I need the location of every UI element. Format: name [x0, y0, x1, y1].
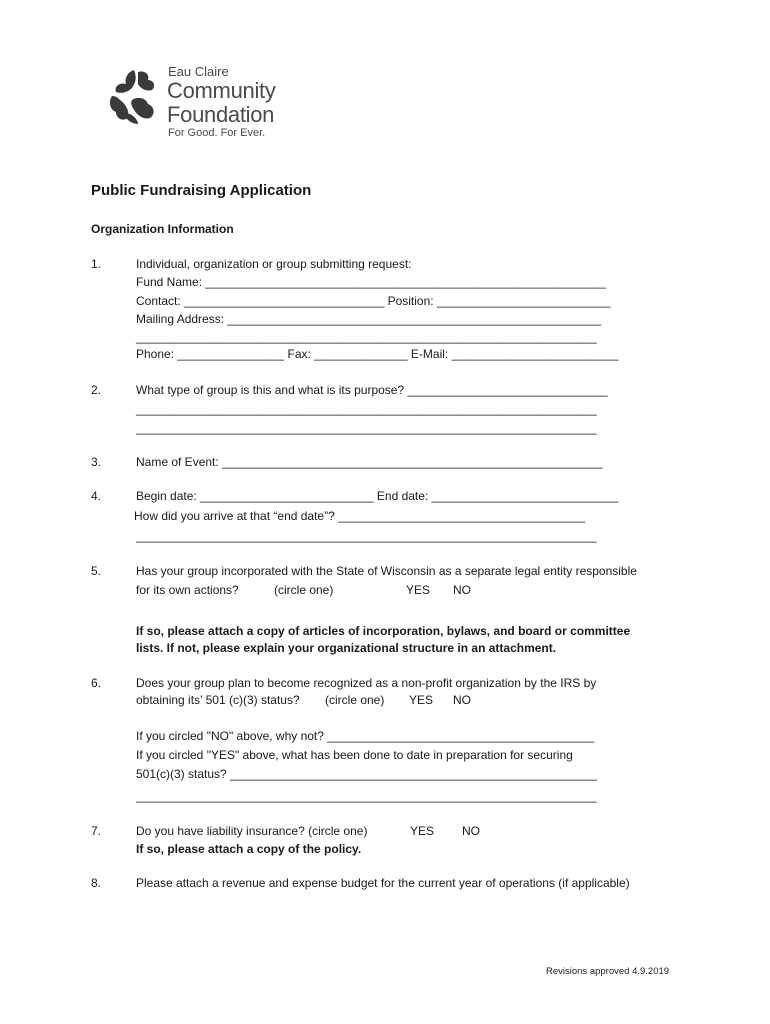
- fund-name-field[interactable]: Fund Name: ____________________________________________________________: [136, 275, 606, 289]
- logo: [104, 64, 294, 144]
- q8-text: Please attach a revenue and expense budget for the current year of operations (if applicable): [136, 876, 630, 890]
- q6-circle-one: (circle one): [325, 693, 385, 707]
- oak-leaves-icon: [104, 66, 164, 128]
- q5-yes-option[interactable]: YES: [406, 583, 431, 597]
- page-title: Public Fundraising Application: [91, 182, 312, 199]
- q8-number: 8.: [91, 876, 102, 890]
- q7-instruction: If so, please attach a copy of the policy.: [136, 842, 362, 856]
- q2-number: 2.: [91, 383, 102, 397]
- q6-yes-option[interactable]: YES: [409, 693, 434, 707]
- q6-text-line-2: obtaining its’ 501 (c)(3) status?: [136, 693, 300, 707]
- phone-fax-email-field[interactable]: Phone: ________________ Fax: ______________ E-Mail: _________________________: [136, 347, 619, 361]
- q1-number: 1.: [91, 257, 102, 271]
- q7-no-option[interactable]: NO: [462, 824, 480, 838]
- q5-instruction-2: lists. If not, please explain your organizational structure in an attachment.: [136, 641, 557, 655]
- q1-text: Individual, organization or group submitting request:: [136, 257, 412, 271]
- revision-note: Revisions approved 4.9.2019: [546, 966, 670, 977]
- q4-number: 4.: [91, 489, 102, 503]
- logo-tagline: For Good. For Ever.: [168, 127, 266, 139]
- end-date-reason-field[interactable]: How did you arrive at that “end date”? _____________________________________: [134, 509, 586, 523]
- event-name-field[interactable]: Name of Event: _________________________________________________________: [136, 455, 603, 469]
- q6-no-option[interactable]: NO: [453, 693, 471, 707]
- q3-number: 3.: [91, 455, 102, 469]
- section-heading: Organization Information: [91, 222, 234, 236]
- q5-no-option[interactable]: NO: [453, 583, 471, 597]
- q5-circle-one: (circle one): [274, 583, 334, 597]
- mailing-address-field[interactable]: Mailing Address: ________________________________________________________: [136, 312, 602, 326]
- group-purpose-field[interactable]: What type of group is this and what is its purpose? ______________________________: [136, 383, 608, 397]
- q6-text: Does your group plan to become recognized as a non-profit organization by the IRS by: [136, 676, 597, 690]
- q5-instruction-1: If so, please attach a copy of articles of incorporation, bylaws, and board or committee: [136, 624, 631, 638]
- q7-yes-option[interactable]: YES: [410, 824, 435, 838]
- q6-why-not-field[interactable]: If you circled "NO" above, why not? ________________________________________: [136, 729, 595, 743]
- q7-text: Do you have liability insurance? (circle one): [136, 824, 368, 838]
- logo-line-2: Community: [167, 78, 276, 103]
- logo-line-1: Eau Claire: [168, 64, 229, 79]
- group-purpose-line-2[interactable]: _____________________________________________________________________: [136, 402, 597, 416]
- contact-position-field[interactable]: Contact: ______________________________ Position: __________________________: [136, 294, 611, 308]
- logo-line-3: Foundation: [167, 102, 275, 127]
- q6-number: 6.: [91, 676, 102, 690]
- end-date-reason-line-2[interactable]: _____________________________________________________________________: [136, 529, 597, 543]
- begin-end-date-field[interactable]: Begin date: __________________________ End date: ____________________________: [136, 489, 619, 503]
- mailing-address-line-2[interactable]: _____________________________________________________________________: [136, 330, 597, 344]
- group-purpose-line-3[interactable]: _____________________________________________________________________: [136, 421, 597, 435]
- q5-text: Has your group incorporated with the State of Wisconsin as a separate legal entity responsible: [136, 564, 637, 578]
- q6-status-field[interactable]: 501(c)(3) status? _______________________________________________________: [136, 767, 598, 781]
- q6-status-line-2[interactable]: _____________________________________________________________________: [136, 789, 597, 803]
- q5-text-line-2: for its own actions?: [136, 583, 239, 597]
- q7-number: 7.: [91, 824, 102, 838]
- q6-yes-followup: If you circled "YES" above, what has been done to date in preparation for securing: [136, 748, 573, 762]
- q5-number: 5.: [91, 564, 102, 578]
